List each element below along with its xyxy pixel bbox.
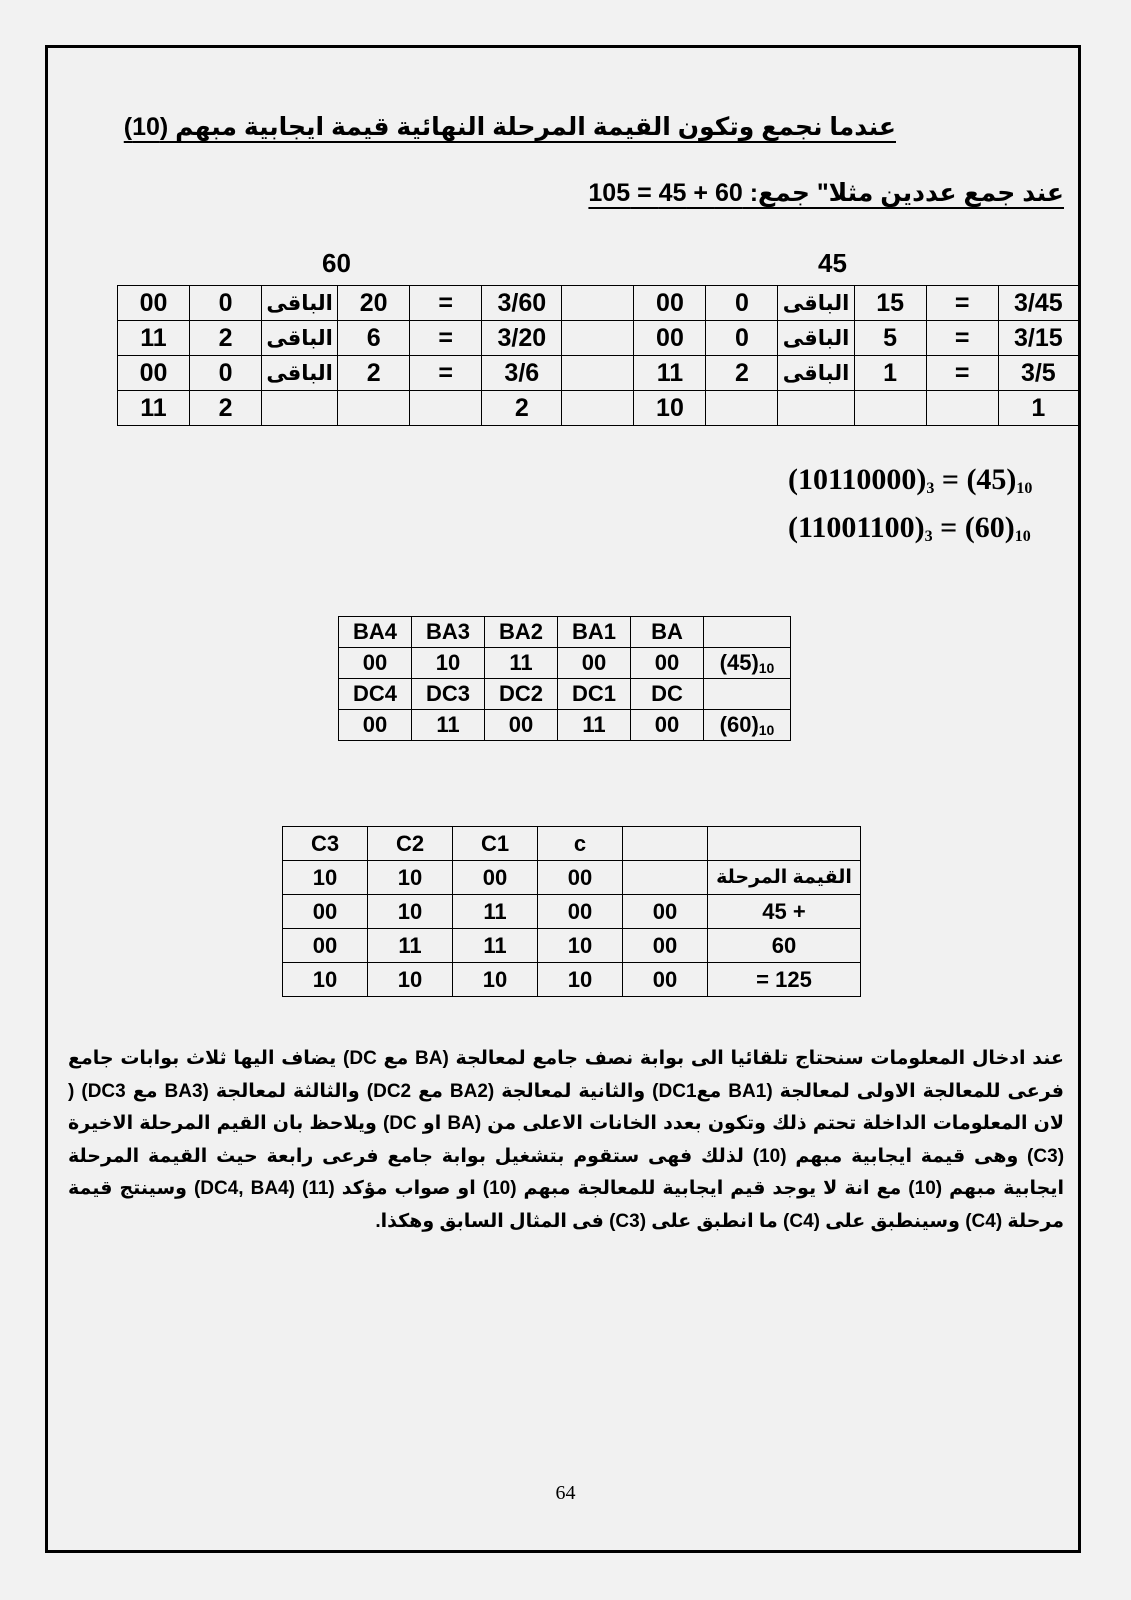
formula-45-eq: = xyxy=(934,463,967,496)
division-row xyxy=(118,321,1079,356)
division-cell: 3/60 xyxy=(482,286,562,321)
division-cell: 10 xyxy=(634,391,706,426)
ba-dc-cell: 00 xyxy=(631,710,704,741)
ba-dc-cell: DC1 xyxy=(558,679,631,710)
carry-cell: 11 xyxy=(368,929,453,963)
carry-cell: c xyxy=(538,827,623,861)
carry-cell: C3 xyxy=(283,827,368,861)
formula-60-rhs: (60) xyxy=(964,511,1015,544)
division-cell: 3/15 xyxy=(998,321,1078,356)
ba-dc-row xyxy=(339,648,791,679)
carry-cell: 11 xyxy=(453,929,538,963)
formula-60 xyxy=(788,511,1031,546)
division-cell xyxy=(854,391,926,426)
division-cell: 0 xyxy=(190,356,262,391)
page-frame xyxy=(45,45,1081,1553)
division-cell: 00 xyxy=(634,286,706,321)
carry-cell: 00 xyxy=(623,929,708,963)
carry-cell: 10 xyxy=(368,861,453,895)
division-cell: 15 xyxy=(854,286,926,321)
division-cell: 20 xyxy=(338,286,410,321)
ba-dc-cell: 00 xyxy=(485,710,558,741)
ba-dc-cell: 00 xyxy=(558,648,631,679)
page-number: 64 xyxy=(555,1482,576,1504)
division-cell: 2 xyxy=(190,321,262,356)
ba-dc-cell: DC2 xyxy=(485,679,558,710)
carry-cell: C2 xyxy=(368,827,453,861)
carry-cell: 10 xyxy=(368,963,453,997)
ba-dc-cell: DC xyxy=(631,679,704,710)
page-subtitle: عند جمع عددين مثلا" جمع: 60 + 45 = 105 xyxy=(588,179,1064,207)
ba-dc-row xyxy=(339,710,791,741)
carry-cell: + 45 xyxy=(708,895,861,929)
division-cell: 2 xyxy=(190,391,262,426)
division-cell: 3/20 xyxy=(482,321,562,356)
ba-dc-label-cell xyxy=(704,617,791,648)
ba-dc-label-cell xyxy=(704,648,791,679)
formula-45-lhs-base: 3 xyxy=(926,480,935,497)
carry-cell: 00 xyxy=(623,963,708,997)
division-table xyxy=(117,285,1079,426)
carry-cell xyxy=(623,861,708,895)
division-cell: الباقى xyxy=(262,286,338,321)
division-cell: الباقى xyxy=(262,321,338,356)
page-title: عندما نجمع وتكون القيمة المرحلة النهائية قيمة ايجابية مبهم (10) xyxy=(123,113,896,141)
division-row xyxy=(118,286,1079,321)
formula-60-lhs-base: 3 xyxy=(924,528,933,545)
division-cell: 2 xyxy=(338,356,410,391)
ba-dc-label-cell xyxy=(704,679,791,710)
division-cell: = xyxy=(926,356,998,391)
ba-dc-label: (45) xyxy=(719,650,759,675)
division-spacer-cell xyxy=(562,356,634,391)
carry-cell: 00 xyxy=(283,895,368,929)
carry-row xyxy=(283,963,861,997)
formula-60-eq: = xyxy=(932,511,965,544)
division-cell: 1 xyxy=(854,356,926,391)
division-spacer-cell xyxy=(562,286,634,321)
division-cell xyxy=(410,391,482,426)
carry-cell: 10 xyxy=(538,963,623,997)
ba-dc-cell: 00 xyxy=(339,710,412,741)
ba-dc-cell: DC3 xyxy=(412,679,485,710)
division-cell: 0 xyxy=(706,321,778,356)
ba-dc-cell: 10 xyxy=(412,648,485,679)
division-cell: 1 xyxy=(998,391,1078,426)
division-cell xyxy=(338,391,410,426)
division-cell: 11 xyxy=(118,321,190,356)
division-cell: 5 xyxy=(854,321,926,356)
carry-row xyxy=(283,895,861,929)
division-cell xyxy=(706,391,778,426)
division-cell: 2 xyxy=(482,391,562,426)
carry-cell: 00 xyxy=(538,895,623,929)
division-cell: = xyxy=(410,286,482,321)
ba-dc-cell: BA2 xyxy=(485,617,558,648)
carry-cell: C1 xyxy=(453,827,538,861)
division-cell: الباقى xyxy=(778,286,854,321)
division-cell: = xyxy=(410,321,482,356)
carry-row xyxy=(283,929,861,963)
formula-45-lhs: (10110000) xyxy=(788,463,927,496)
carry-row xyxy=(283,827,861,861)
carry-cell: 10 xyxy=(538,929,623,963)
ba-dc-label-cell xyxy=(704,710,791,741)
carry-cell: 10 xyxy=(368,895,453,929)
carry-cell: 10 xyxy=(453,963,538,997)
formula-60-rhs-base: 10 xyxy=(1014,528,1031,545)
ba-dc-cell: BA1 xyxy=(558,617,631,648)
carry-row xyxy=(283,861,861,895)
carry-cell: 60 xyxy=(708,929,861,963)
division-cell: 00 xyxy=(634,321,706,356)
explanation-paragraph: عند ادخال المعلومات سنحتاج تلقائيا الى بوابة نصف جامع لمعالجة (BA مع DC) يضاف اليها ثلاث بوابات جامع فرعى للمعالجة الاولى لمعالجة (BA1 معDC1) والثانية لمعالجة (BA2 مع DC2) والثالثة لمعالجة (BA3 مع DC3) ( لان المعلومات الداخلة تحتم ذلك وتكون بعدد الخانات الاعلى من (BA او DC) ويلاحظ بان القيم المرحلة الاخيرة (C3) وهى قيمة ايجابية مبهم (10) لذلك فهى ستقوم بتشغيل بوابة جامع فرعى رابعة حيث القيمة المرحلة ايجابية مبهم (10) مع انة لا يوجد قيم ايجابية للمعالجة مبهم (10) او صواب مؤكد (11) (DC4, BA4) وسينتج قيمة مرحلة (C4) وسينطبق على (C4) ما انطبق على (C3) فى المثال السابق وهكذا. xyxy=(68,1048,1065,1232)
division-cell: 2 xyxy=(706,356,778,391)
carry-cell: 00 xyxy=(538,861,623,895)
ba-dc-cell: 11 xyxy=(558,710,631,741)
division-cell: 6 xyxy=(338,321,410,356)
carry-cell: 10 xyxy=(283,963,368,997)
division-row xyxy=(118,356,1079,391)
carry-cell xyxy=(623,827,708,861)
ba-dc-label: (60) xyxy=(719,712,759,737)
carry-cell: 10 xyxy=(283,861,368,895)
carry-cell: القيمة المرحلة xyxy=(708,861,861,895)
division-cell: الباقى xyxy=(778,356,854,391)
carry-cell xyxy=(708,827,861,861)
division-cell: الباقى xyxy=(778,321,854,356)
division-cell: 00 xyxy=(118,356,190,391)
ba-dc-cell: BA xyxy=(631,617,704,648)
division-cell: = xyxy=(926,286,998,321)
left-table-header: 60 xyxy=(322,248,351,278)
ba-dc-cell: BA3 xyxy=(412,617,485,648)
division-cell xyxy=(778,391,854,426)
formula-45-rhs-base: 10 xyxy=(1016,480,1033,497)
ba-dc-cell: 00 xyxy=(339,648,412,679)
carry-cell: 00 xyxy=(623,895,708,929)
formula-45 xyxy=(788,463,1032,498)
division-cell: 3/5 xyxy=(998,356,1078,391)
division-cell: 11 xyxy=(634,356,706,391)
division-cell: 3/6 xyxy=(482,356,562,391)
division-spacer-cell xyxy=(562,391,634,426)
division-cell: = xyxy=(410,356,482,391)
ba-dc-label-base: 10 xyxy=(758,660,775,676)
right-table-header: 45 xyxy=(818,248,847,278)
division-cell xyxy=(926,391,998,426)
division-cell: الباقى xyxy=(262,356,338,391)
ba-dc-cell: 11 xyxy=(485,648,558,679)
carry-cell: 125 = xyxy=(708,963,861,997)
division-cell: 0 xyxy=(190,286,262,321)
division-cell: 11 xyxy=(118,391,190,426)
division-cell: = xyxy=(926,321,998,356)
division-spacer-cell xyxy=(562,321,634,356)
ba-dc-cell: 00 xyxy=(631,648,704,679)
ba-dc-cell: 11 xyxy=(412,710,485,741)
ba-dc-table xyxy=(338,616,791,741)
carry-cell: 00 xyxy=(283,929,368,963)
division-cell: 00 xyxy=(118,286,190,321)
ba-dc-label-base: 10 xyxy=(758,722,775,738)
division-row xyxy=(118,391,1079,426)
ba-dc-row xyxy=(339,679,791,710)
ba-dc-cell: BA4 xyxy=(339,617,412,648)
division-cell: 0 xyxy=(706,286,778,321)
formula-45-rhs: (45) xyxy=(966,463,1017,496)
carry-cell: 11 xyxy=(453,895,538,929)
ba-dc-row xyxy=(339,617,791,648)
formula-60-lhs: (11001100) xyxy=(788,511,925,544)
division-cell xyxy=(262,391,338,426)
carry-cell: 00 xyxy=(453,861,538,895)
ba-dc-cell: DC4 xyxy=(339,679,412,710)
division-cell: 3/45 xyxy=(998,286,1078,321)
carry-table xyxy=(282,826,861,997)
